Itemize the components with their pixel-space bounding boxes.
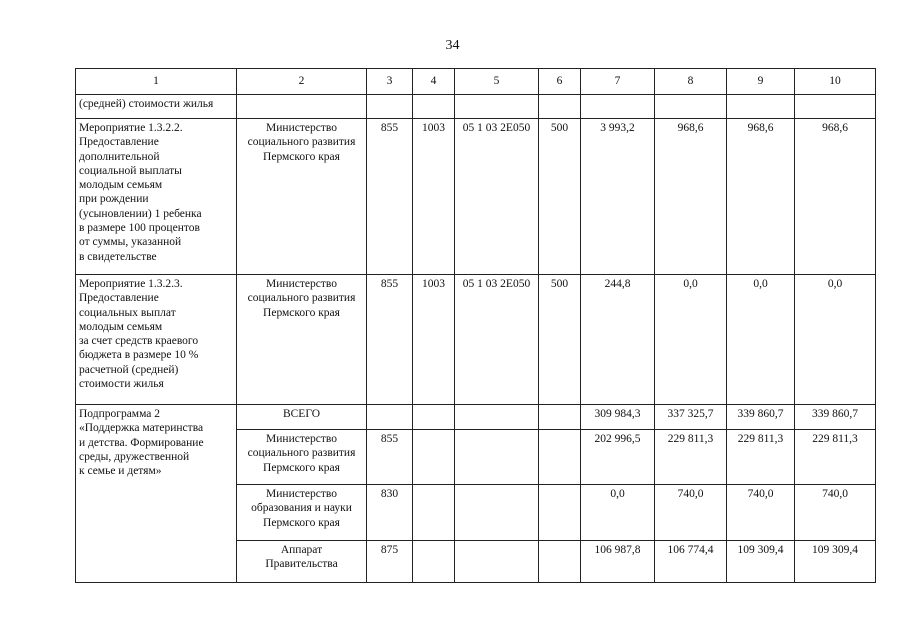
- table-row: [76, 95, 876, 119]
- table-row: [76, 405, 876, 430]
- row-description: Мероприятие 1.3.2.3. Предоставление социальных выплат молодым семьям за счет средств краевого бюджета в размере 10 % расчетной (средней) стоимости жилья: [76, 275, 237, 405]
- amount-col7: 202 996,5: [581, 430, 655, 485]
- responsible-executor: Министерство социального развития Пермского края: [237, 430, 367, 485]
- header-cell: 1: [76, 69, 237, 95]
- responsible-executor: Министерство образования и науки Пермского края: [237, 485, 367, 541]
- amount-col9: 0,0: [727, 275, 795, 405]
- cell: [413, 541, 455, 583]
- cell: [413, 405, 455, 430]
- code-grbs: 875: [367, 541, 413, 583]
- cell: [367, 405, 413, 430]
- subprogram-description: Подпрограмма 2 «Поддержка материнства и детства. Формирование среды, дружественной к семье и детям»: [76, 405, 237, 583]
- amount-col10: 968,6: [795, 119, 876, 275]
- cell: [727, 95, 795, 119]
- amount-col8: 106 774,4: [655, 541, 727, 583]
- code-grbs: 855: [367, 275, 413, 405]
- code-expense-type: 500: [539, 275, 581, 405]
- header-cell: 2: [237, 69, 367, 95]
- cell: [413, 485, 455, 541]
- code-target: 05 1 03 2E050: [455, 275, 539, 405]
- cell: [455, 95, 539, 119]
- responsible-executor: Министерство социального развития Пермского края: [237, 275, 367, 405]
- amount-col9: 740,0: [727, 485, 795, 541]
- table-row: [76, 119, 876, 275]
- amount-col7: 106 987,8: [581, 541, 655, 583]
- cell: [455, 405, 539, 430]
- cell: [539, 95, 581, 119]
- budget-table: [75, 68, 876, 583]
- code-target: 05 1 03 2E050: [455, 119, 539, 275]
- cell: [367, 95, 413, 119]
- cell: [581, 95, 655, 119]
- page-number: 34: [445, 38, 460, 53]
- header-cell: 3: [367, 69, 413, 95]
- cell: [455, 541, 539, 583]
- code-grbs: 855: [367, 430, 413, 485]
- code-section: 1003: [413, 119, 455, 275]
- amount-col9: 229 811,3: [727, 430, 795, 485]
- cell: [413, 430, 455, 485]
- amount-col9: 109 309,4: [727, 541, 795, 583]
- cell: [795, 95, 876, 119]
- amount-col9: 968,6: [727, 119, 795, 275]
- header-cell: 6: [539, 69, 581, 95]
- code-section: 1003: [413, 275, 455, 405]
- amount-col7: 0,0: [581, 485, 655, 541]
- amount-col7: 244,8: [581, 275, 655, 405]
- amount-col8: 968,6: [655, 119, 727, 275]
- code-grbs: 830: [367, 485, 413, 541]
- cell: [413, 95, 455, 119]
- header-cell: 4: [413, 69, 455, 95]
- amount-col8: 0,0: [655, 275, 727, 405]
- amount-col10: 109 309,4: [795, 541, 876, 583]
- header-cell: 8: [655, 69, 727, 95]
- amount-col10: 229 811,3: [795, 430, 876, 485]
- amount-col8: 337 325,7: [655, 405, 727, 430]
- amount-col10: 339 860,7: [795, 405, 876, 430]
- amount-col7: 309 984,3: [581, 405, 655, 430]
- responsible-executor: Министерство социального развития Пермского края: [237, 119, 367, 275]
- amount-col8: 740,0: [655, 485, 727, 541]
- header-cell: 9: [727, 69, 795, 95]
- cell: [539, 430, 581, 485]
- cell: [655, 95, 727, 119]
- code-expense-type: 500: [539, 119, 581, 275]
- cell: [455, 485, 539, 541]
- header-cell: 7: [581, 69, 655, 95]
- amount-col7: 3 993,2: [581, 119, 655, 275]
- responsible-executor: Аппарат Правительства: [237, 541, 367, 583]
- cell: [237, 95, 367, 119]
- cell: [455, 430, 539, 485]
- table-row: [76, 275, 876, 405]
- amount-col10: 0,0: [795, 275, 876, 405]
- row-description: Мероприятие 1.3.2.2. Предоставление дополнительной социальной выплаты молодым семьям при рождении (усыновлении) 1 ребенка в размере 100 процентов от суммы, указанной в свидетельстве: [76, 119, 237, 275]
- cell: [539, 405, 581, 430]
- amount-col9: 339 860,7: [727, 405, 795, 430]
- header-cell: 10: [795, 69, 876, 95]
- amount-col8: 229 811,3: [655, 430, 727, 485]
- amount-col10: 740,0: [795, 485, 876, 541]
- cell: [539, 541, 581, 583]
- row-description: (средней) стоимости жилья: [76, 95, 237, 119]
- code-grbs: 855: [367, 119, 413, 275]
- header-row: [76, 69, 876, 95]
- cell: [539, 485, 581, 541]
- responsible-executor: ВСЕГО: [237, 405, 367, 430]
- header-cell: 5: [455, 69, 539, 95]
